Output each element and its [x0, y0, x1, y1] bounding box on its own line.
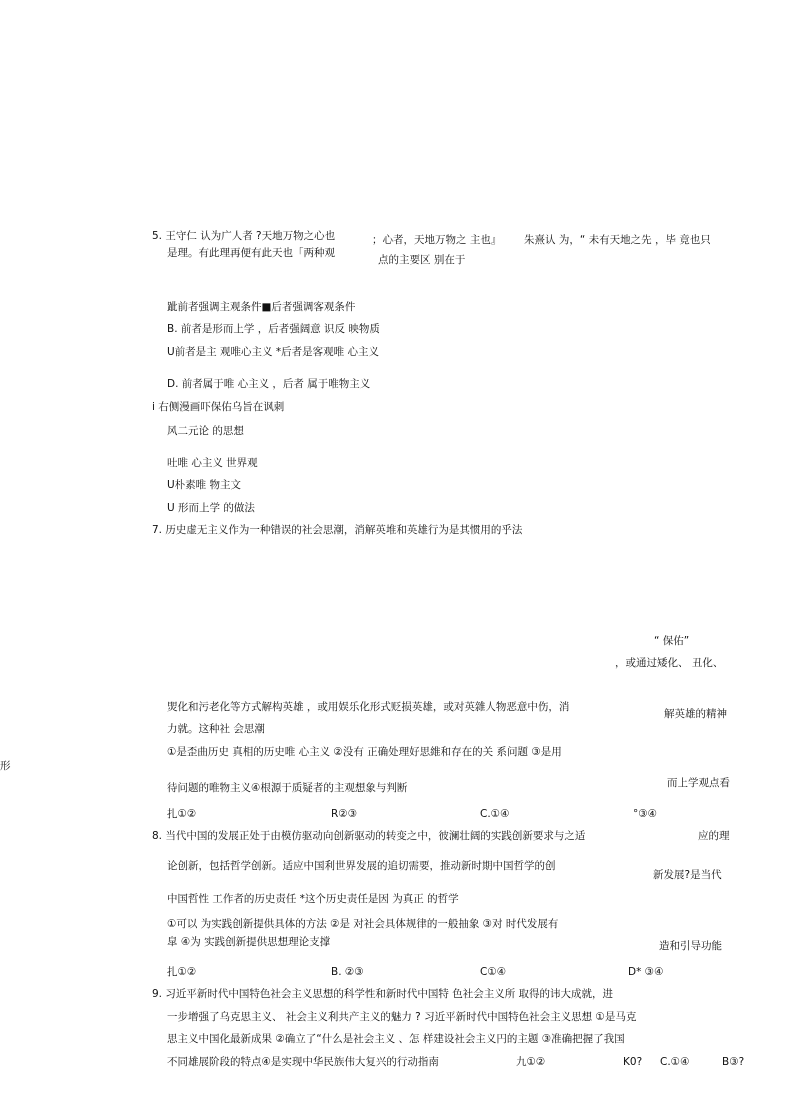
q6-option-c: U朴素唯 物主文: [167, 479, 242, 491]
q7-right-fragment-3: 而上学观点看: [667, 777, 730, 789]
q8-right-fragment-1: 应的理: [698, 830, 730, 842]
q8-choice-d: D* ③④: [628, 966, 664, 978]
q5-option-a: 跐前者强调主观条件■后者强调客观条件: [167, 301, 356, 313]
q5-stem-line2-b: 点的主要区 别在于: [378, 254, 466, 266]
q7-margin-char: 形: [0, 760, 11, 772]
q6-option-b: 吐唯 心主义 世界观: [167, 457, 258, 469]
q9-choice-c: C.①④: [660, 1056, 690, 1068]
q5-stem-line2-a: 是理。有此理再便有此天也「两种观: [167, 247, 335, 259]
q9-stem-line2: 一步增强了乌克思主义、 社会主义利共产主义的魅力 ? 习近平新时代中国特色社会主义思想 ①是马克: [167, 1011, 637, 1023]
q8-stem-line1: 8. 当代中国的发展正处于由模仿驱动向创新驱动的转变之中，彼澜壮阔的实践创新要求与之适: [152, 830, 586, 842]
q7-choice-b: R②③: [331, 808, 358, 820]
q9-choice-d: B③?: [722, 1056, 745, 1068]
q7-baoyou-label: “ 保佑”: [654, 635, 690, 647]
q6-stem: i 右侧漫画吓保佑乌旨在讽刺: [152, 401, 285, 413]
q8-stem-line3: 中国哲性 工作者的历史责任 *这个历史责任是因 为真正 的哲学: [167, 893, 459, 905]
q8-statement-2: 皐 ④为 实践创新提供思想理论支撑: [167, 936, 331, 948]
q7-choice-d: °③④: [633, 808, 658, 820]
q6-option-a: 风二元论 的思想: [167, 425, 244, 437]
q7-stem: 7. 历史虚无主义作为一种错误的社会思潮，消解英堆和英雄行为是其惯用的乎法: [152, 524, 523, 536]
q5-stem-line1-c: 朱熹认 为，“ 未有天地之先 ，毕 竟也只: [524, 234, 711, 246]
q8-choice-b: B. ②③: [331, 966, 364, 978]
q9-stem-line1: 9. 习近平新时代中国特色社会主义思想的科学性和新时代中国特 色社会主义所 取得的讳大成就，进: [152, 988, 614, 1000]
q5-stem-line1-a: 5. 王守仁 认为广人者 ?天地万物之心也: [152, 230, 336, 242]
q7-body-line1: 焸化和污老化等方式解构英雄 ，或用娱乐化形式贬损英雄，或对英雜人物恶意中伤，消: [167, 701, 570, 713]
q7-statement-2: 待问题的唯物主义④根源于质疑者的主观想象与判断: [167, 782, 408, 794]
q7-body-line2: 力就。这种社 会思潮: [167, 723, 265, 735]
q5-option-d: D. 前者属于唯 心主义 ，后者 属于唯物主义: [167, 378, 371, 390]
q8-choice-c: C①④: [480, 966, 507, 978]
q8-choice-a: 扎①②: [167, 966, 197, 978]
q6-option-d: U 形而上学 的做法: [167, 502, 255, 514]
q5-option-b: B. 前者是形而上学 ，后者强阔意 识反 映物质: [167, 323, 380, 335]
q7-statement-1: ①是歪曲历史 真相的历史唯 心主义 ②没有 正确处理好思維和存在的关 系问题 ③是用: [167, 746, 562, 758]
q8-right-fragment-3: 造和引导功能: [659, 940, 722, 952]
q9-stem-line3: 思主义中国化最新成果 ②确立了“什么是社会主义 、怎 样建设社会主义円的主题 ③准确把握了我国: [167, 1033, 625, 1045]
q7-choice-a: 扎①②: [167, 808, 197, 820]
q7-right-fragment-1: ，或通过矮化、 丑化、: [615, 657, 724, 669]
q9-choice-b: K0?: [623, 1056, 643, 1068]
q5-stem-line1-b: ；心者，天地万物之 主也』: [372, 234, 502, 246]
q8-right-fragment-2: 新发展?是当代: [653, 869, 722, 881]
q9-stem-line4: 不同雄展阶段的特点④是实现中华民族伟大复兴的行动指南: [167, 1056, 439, 1068]
q7-choice-c: C.①④: [480, 808, 510, 820]
q9-choice-a: 九①②: [516, 1056, 546, 1068]
q8-stem-line2: 论创新，包括哲学创新。适应中国利世界发展的追切需要，推动新时期中国哲学的创: [167, 860, 556, 872]
q8-statement-1: ①可以 为实践创新提供具体的方法 ②是 对社会具体规律的一般抽象 ③对 时代发展有: [167, 918, 559, 930]
q5-option-c: U前者是主 观唯心主义 *后者是客观唯 心主义: [167, 346, 379, 358]
q7-right-fragment-2: 解英雄的精神: [664, 708, 727, 720]
